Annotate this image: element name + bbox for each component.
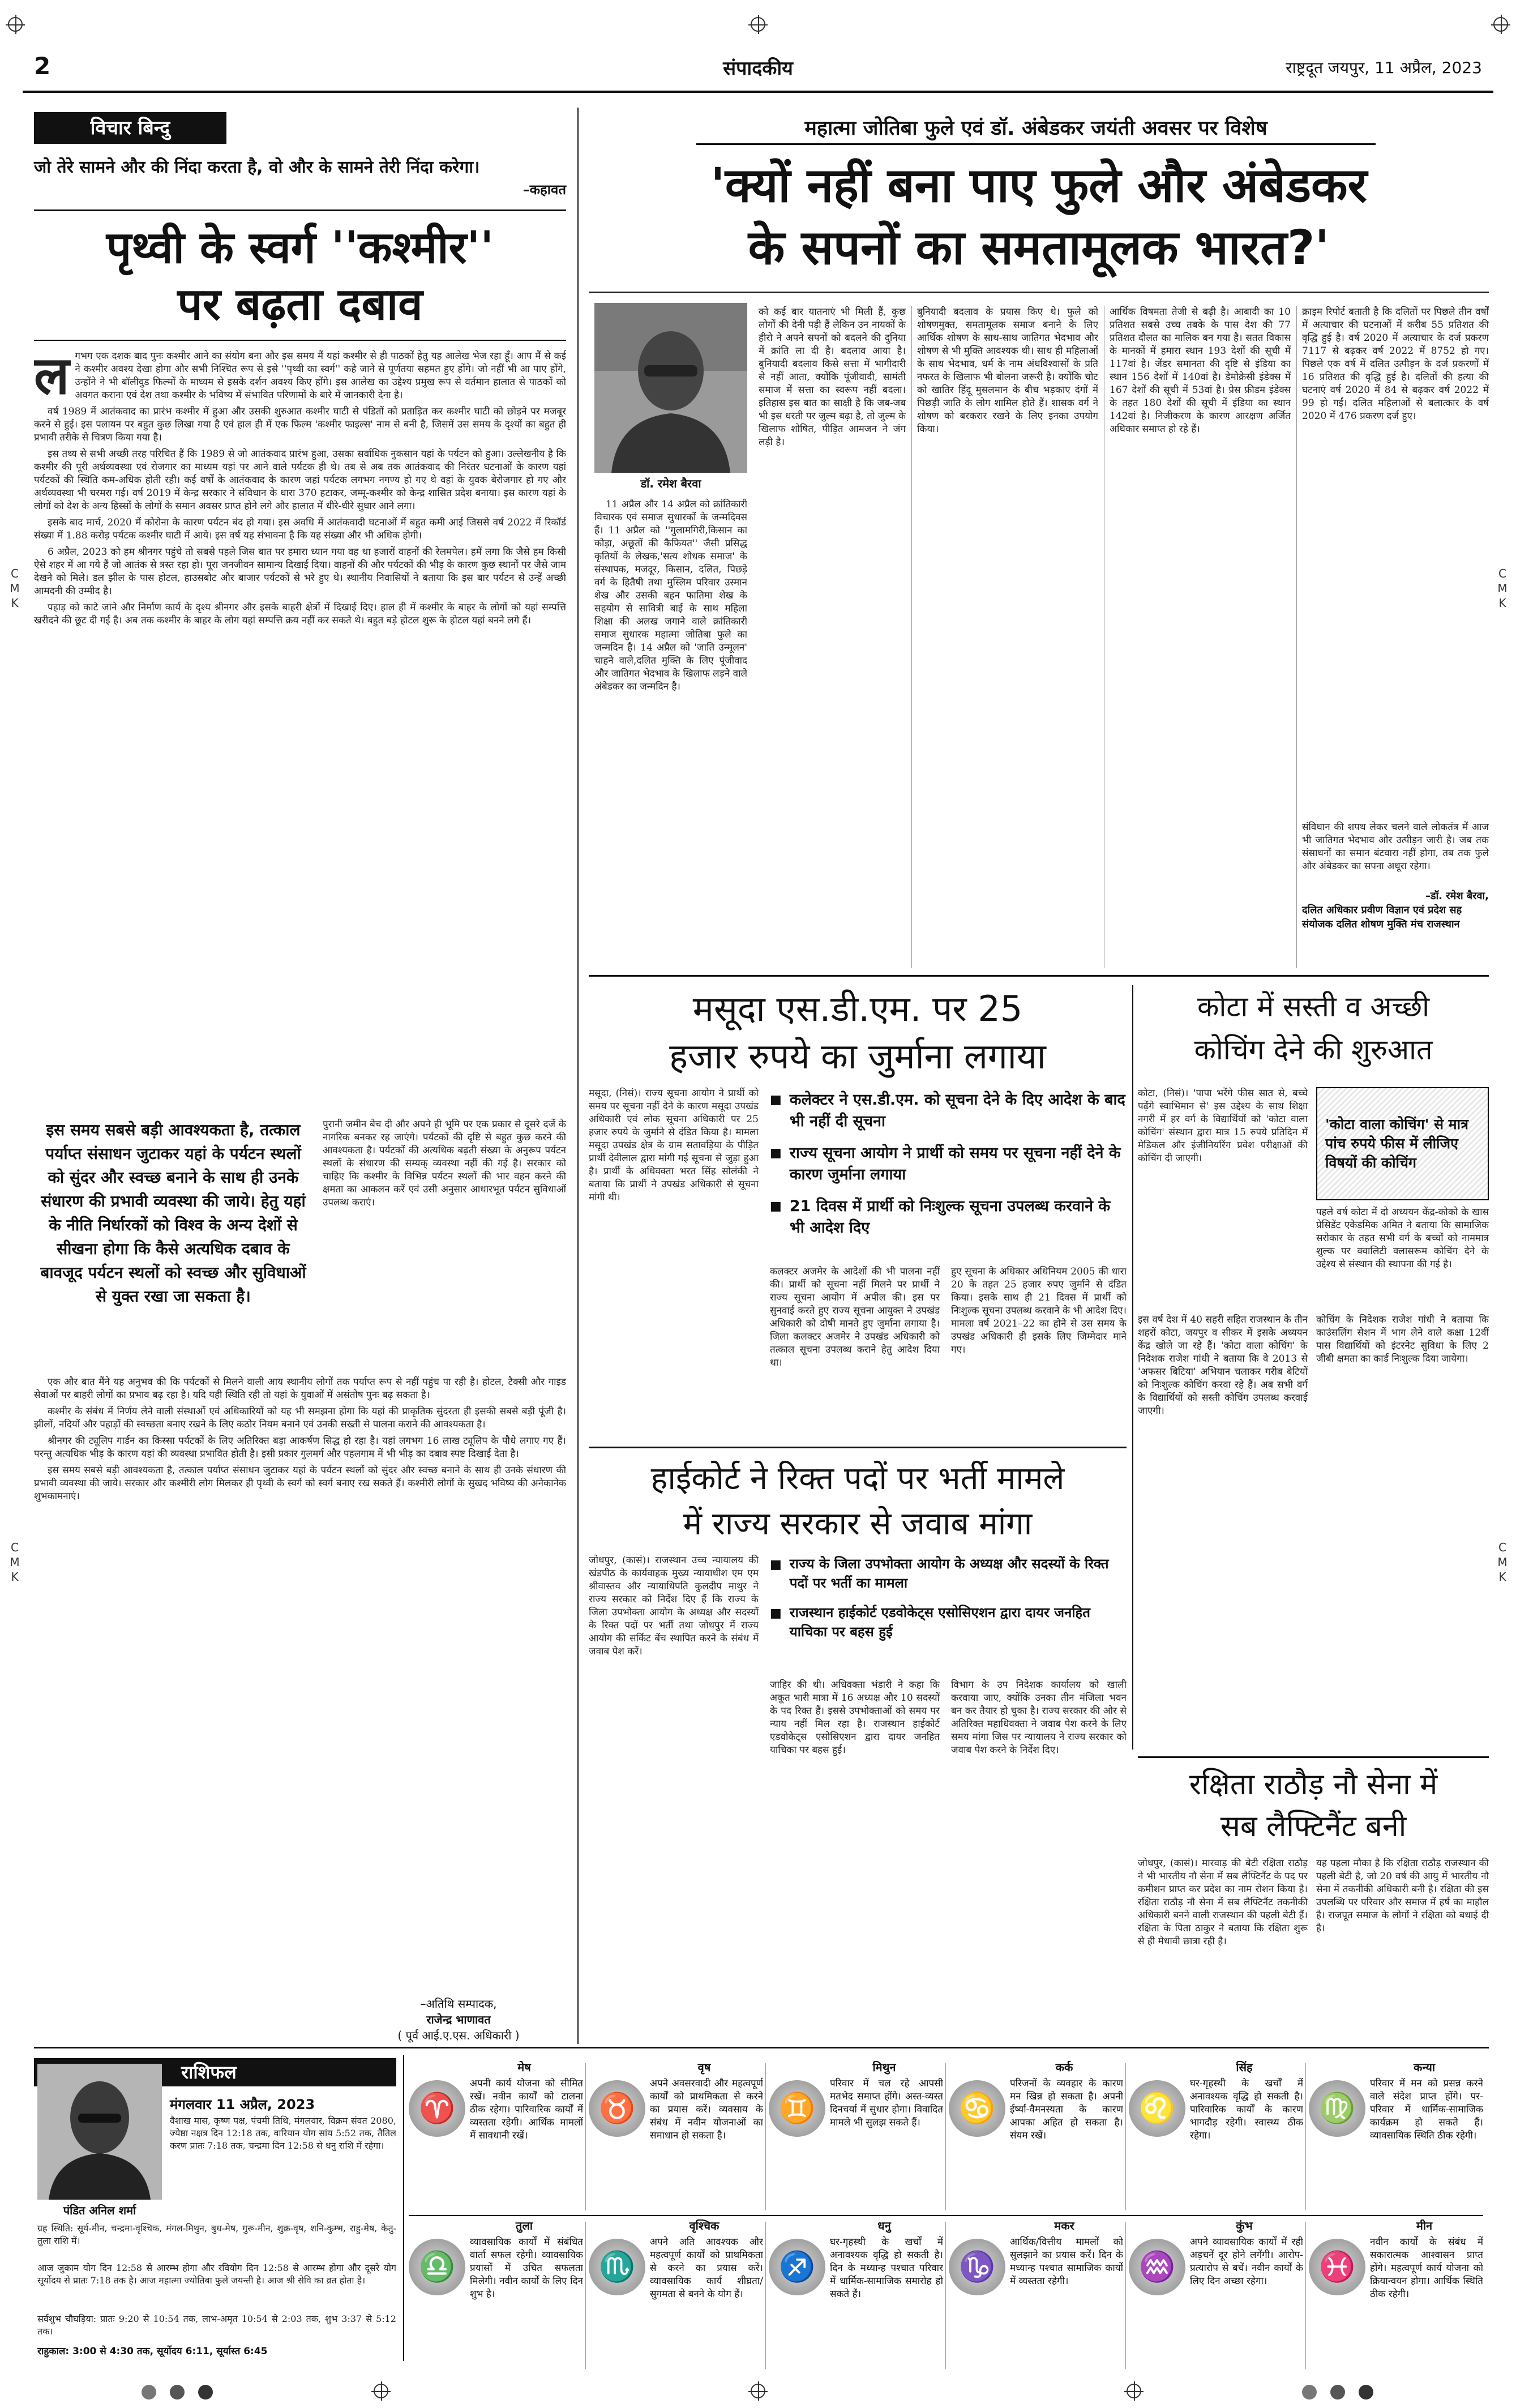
zodiac-sign-name: धनु [877,2219,891,2232]
kota-body-3-text: पहले वर्ष कोटा में दो अध्ययन केंद्र-कोको के खास प्रेसिडेंट एकेडमिक अमित ने बताया कि सामाजिक सरोकार के तहत सभी वर्ग के बच्चों को नाममात्र शुल्क पर क्वालिटी क्लासरूम कोचिंग देने के उद्देश्य से संस्थान की स्थापना की गई है। [1316,1207,1489,1270]
rashifal-grah-text: ग्रह स्थिति: सूर्य-मीन, चन्द्रमा-वृश्चिक, मंगल-मिथुन, बुध-मेष, गुरू-मीन, शुक्र-वृष, शनि-कुम्भ, राहु-मेष, केतु-तुला राशि में। [37,2223,396,2246]
kota-body-3 [1316,1206,1489,1308]
highcourt-body-2-text: जाहिर की थी। अधिवक्ता भंडारी ने कहा कि अकूत भारी मात्रा में 16 अध्यक्ष और 10 सदस्यों के पद रिक्त हैं। इससे उपभोक्ताओं को समय पर न्याय नहीं मिल रहा है। राजस्थान हाईकोर्ट एडवोकेट्स एसोसिएशन द्वारा दायर जनहित याचिका पर बहस हुई। [770,1679,940,1756]
zodiac-sign-icon: ♊ [769,2080,825,2137]
kashmir-title-line2: पर बढ़ता दबाव [177,279,423,330]
phule-col-4-text: आर्थिक विषमता तेजी से बढ़ी है। आबादी का 10 प्रतिशत सबसे उच्च तबके के पास देश की 77 प्रतिशत दौलत का मालिक बन गया है। सतत विकास के मानकों में हमारा स्थान 193 देशों की सूची में 117वां है। जेंडर समानता की दृष्टि से इंडिया का स्थान 156 देशों में 140वां है। डेमोक्रेसी इंडेक्स में 167 देशों की सूची में 53वां है। प्रेस फ्रीडम इंडेक्स के तहत 180 देशों की सूची में इंडिया का स्थान 142वां है। निजीकरण के कारण आरक्षण अर्जित अधिकार समाप्त हो रहे हैं। [1110,306,1291,435]
color-dot [142,2385,156,2400]
phule-col-divider-3 [1296,306,1297,968]
rashifal-top-rule [34,2047,1489,2048]
rashifal-panchang [170,2115,396,2222]
cmk-mark-right-bottom: C M K [1497,1541,1508,1584]
zodiac-sign-text: परिवार में मन को प्रसन्न करने वाले संदेश प्राप्त होंगे। पर-परिवार में धार्मिक-सामाजिक कार्यक्रम हो सकते हैं। व्यावसायिक स्थिति ठीक रहेगी। [1370,2078,1483,2141]
zodiac-cell [949,2061,1123,2214]
cmk-mark-right-top: C M K [1497,567,1508,610]
zodiac-sign-text: परिवार में चल रहे आपसी मतभेद समाप्त होंगे। अस्त-व्यस्त दिनचर्या में सुधार होगा। विवादित मामले भी सुलझ सकते हैं। [830,2078,943,2128]
author-photo [594,303,747,473]
zodiac-sign-name: वृश्चिक [689,2219,720,2232]
phule-col-2-text: को कई बार यातनाएं भी मिली हैं, कुछ लोगों की देनी पड़ी हैं लेकिन उन नायकों के हीरो ने अपने सपनों को बदलने की दुनिया में क्रांति ला दी है। बदलाव आया है। बुनियादी बदलाव किसे सत्ता में भागीदारी से नहीं आता, क्योंकि पूंजीवादी, सामंती समाज में सत्ता का स्वरूप नहीं बदला। इतिहास इस बात का साक्षी है कि जब-जब भी इस धरती पर जुल्म बढ़ा है, तो जुल्म के खिलाफ शोषित, पीड़ित आमजन ने जंग लड़ी है। [759,306,906,448]
kota-body-1 [1138,1087,1308,1308]
phule-col-6 [1302,821,1489,883]
kashmir-pull-quote: इस समय सबसे बड़ी आवश्यकता है, तत्काल पर्याप्त संसाधन जुटाकर यहां के पर्यटन स्थलों को सुंदर और स्वच्छ बनाने के साथ ही उनके संधारण की प्रभावी व्यवस्था की जाये। हेतु यहां के नीति निर्धारकों को विश्व के अन्य देशों से सीखना होगा कि कैसे अत्यधिक दबाव के बावजूद पर्यटन स्थलों को स्वच्छ और सुविधाओं से युक्त रखा जा सकता है। [40,1120,306,1306]
zodiac-divider [765,2063,766,2210]
kashmir-title-line1: पृथ्वी के स्वर्ग ''कश्मीर'' [106,223,494,273]
registration-cross-top-right [1493,17,1508,32]
kashmir-para-7: पुरानी जमीन बेच दी और अपने ही भूमि पर एक प्रकार से दूसरे दर्जे के नागरिक बनकर रह जाएंगे। पर्यटकों की दृष्टि से बहुत कुछ करने की आवश्यकता है। पर्यटकों की अत्यधिक बढ़ती संख्या के अनुरूप पर्यटन स्थलों के संधारण की सम्यक् व्यवस्था नहीं की गई है। सरकार को चाहिए कि कश्मीर के विभिन्न पर्यटन स्थलों की भार वहन करने की क्षमता का आकलन करें एवं उसी अनुसार आधारभूत पर्यटन सुविधाओं उपलब्ध कराएं। [323,1119,566,1208]
zodiac-sign-icon: ♌ [1129,2080,1185,2137]
zodiac-cell [1129,2061,1303,2214]
phule-bottom-rule [589,975,1489,977]
kota-sidebox [1316,1087,1489,1200]
phule-author-name: –डॉ. रमेश बैरवा, [1425,890,1489,902]
zodiac-divider [945,2063,946,2210]
rakshita-body-2 [1316,1857,1489,2038]
kashmir-author [351,1996,566,2043]
masooda-bullet-2: ■ राज्य सूचना आयोग ने प्रार्थी को समय पर सूचना नहीं देने के कारण जुर्माना लगाया [770,1143,1127,1186]
kashmir-para-4: इसके बाद मार्च, 2020 में कोरोना के कारण पर्यटन बंद हो गया। इस अवधि में आतंकवादी घटनाओं में बहुत कमी आई जिससे वर्ष 2022 में रिकॉर्ड संख्या में 1.88 करोड़ पर्यटक कश्मीर घाटी में आये। इस वर्ष यह संभावना है कि यह संख्या और भी अधिक होगी। [34,517,566,541]
rakshita-body-2-text: यह पहला मौका है कि रक्षिता राठौड़ राजस्थान की पहली बेटी है, जो 20 वर्ष की आयु में भारतीय नौ सेना में तकनीकी अधिकारी बनी है। रक्षिता की इस उपलब्धि पर परिवार और समाज में हर्ष का माहौल है। राजपूत समाज के लोगों ने रक्षिता को बधाई दी है। [1316,1858,1489,1934]
zodiac-cell [769,2061,943,2214]
kashmir-para-3: इस तथ्य से सभी अच्छी तरह परिचित हैं कि 1989 से जो आतंकवाद प्रारंभ हुआ, उसका सर्वाधिक नुकसान यहां के पर्यटन को हुआ। उल्लेखनीय है कि कश्मीर की पूरी अर्थव्यवस्था एवं रोजगार का माध्यम यहां पर आने वाले पर्यटक ही थे। तब से अब तक आतंकवाद की निरंतर घटनाओं के कारण यहां पर्यटकों की स्थिति कम-अधिक होती रही। कई वर्षों के आतंकवाद के कारण जहां पर्यटक लगभग नगण्य हो गए थे वहां के युवक बेरोजगार हो गए और अर्थव्यवस्था भी चरमरा गई। वर्ष 2019 में केन्द्र सरकार ने संविधान के धारा 370 हटाकर, जम्मू-कश्मीर को केन्द्र शासित प्रदेश बनाया। इस कारण यहां के लोगों को देश के अन्य हिस्सों के लोगों के समान अवसर प्राप्त होने लगे और हालात में धीरे-धीरे सुधार आने लगा। [34,448,566,512]
rakshita-title-line1: रक्षिता राठौड़ नौ सेना में [1189,1768,1438,1802]
rashifal-date: मंगलवार 11 अप्रैल, 2023 [170,2097,315,2112]
kota-sidebox-text: 'कोटा वाला कोचिंग' से मात्र पांच रुपये फीस में लीजिए विषयों की कोचिंग [1325,1116,1468,1171]
rashifal-chowghadiya-text: सर्वशुभ चौघड़िया: प्रातः 9:20 से 10:54 तक, लाभ-अमृत 10:54 से 2:03 तक, शुभ 3:37 से 5:12 तक। [37,2313,396,2337]
zodiac-sign-name: कन्या [1413,2061,1436,2074]
zodiac-cell [409,2219,583,2372]
rashifal-grah [37,2222,396,2262]
registration-cross-top-center [751,17,765,32]
masooda-bullet-1: ■ कलेक्टर ने एस.डी.एम. को सूचना देने के दिए आदेश के बाद भी नहीं दी सूचना [770,1089,1127,1132]
astrologer-name: पंडित अनिल शर्मा [63,2204,136,2217]
zodiac-sign-name: कुंभ [1236,2219,1253,2232]
zodiac-sign-text: नवीन कार्यों के संबंध में सकारात्मक आश्वासन प्राप्त होंगे। महत्वपूर्ण कार्य योजना को क्रियान्वयन होगा। आर्थिक स्थिति ठीक रहेगी। [1370,2236,1483,2300]
vichar-attribution: –कहावत [523,182,566,198]
phule-title-line1: 'क्यों नहीं बना पाए फुले और अंबेडकर [710,157,1367,213]
masooda-body-1-text: मसूदा, (निसं)। राज्य सूचना आयोग ने प्रार्थी को समय पर सूचना नहीं देने के कारण मसूदा उपखंड अधिकारी एवं लोक सूचना अधिकारी पर 25 हजार रुपये के जुर्माने से दंडित किया है। मामला मसूदा उपखंड क्षेत्र के ग्राम सतावड़िया के पीड़ित प्रार्थी देवीलाल द्वारा मांगी गई सूचना से जुड़ा हुआ है। प्रार्थी के अधिवक्ता भरत सिंह सोलंकी ने बताया कि प्रार्थी ने उपखंड अधिकारी से सूचना मांगी थी। [589,1088,759,1203]
color-dot [1302,2385,1317,2400]
kota-title-line2: कोचिंग देने की शुरुआत [1194,1033,1433,1066]
zodiac-divider [765,2222,766,2369]
kashmir-para-6: पहाड़ को काटे जाने और निर्माण कार्य के दृश्य श्रीनगर और इसके बाहरी क्षेत्रों में दिखाई दिए। हाल ही में कश्मीर के बाहर के लोगों को यहां सम्पत्ति खरीदने की छूट दी गई है। अब तक कश्मीर के बाहर के लोग यहां सम्पत्ति क्रय नहीं कर सकते थे। बहुत बड़े होटल शुरू के होटल यहां बनने लगे हैं। [34,602,566,626]
zodiac-cell [769,2219,943,2372]
author-portrait-icon [594,303,747,473]
highcourt-bullet-2: ■ राजस्थान हाईकोर्ट एडवोकेट्स एसोसिएशन द्वारा दायर जनहित याचिका पर बहस हुई [770,1603,1127,1641]
highcourt-body-3 [951,1679,1127,2038]
vichar-label: विचार बिन्दु [34,112,226,144]
zodiac-sign-name: मीन [1416,2219,1433,2232]
kashmir-author-post: ( पूर्व आई.ए.एस. अधिकारी ) [397,2029,520,2042]
zodiac-cell [949,2219,1123,2372]
zodiac-divider [945,2222,946,2369]
kota-body-4 [1316,1314,1489,1750]
kota-body-1-text: कोटा, (निसं)। 'पापा भरेंगे फीस सात से, बच्चे पढ़ेंगे स्वाभिमान से' इस उद्देश्य के साथ शिक्षा नगरी में हर वर्ग के विद्यार्थियों को 'कोटा वाला कोचिंग' संस्थान द्वारा मात्र 15 रुपये प्रतिदिन में मेडिकल और इंजीनियरिंग प्रवेश परीक्षाओं की कोचिंग दी जाएगी। [1138,1088,1308,1164]
highcourt-title [589,1456,1127,1547]
kashmir-title [34,220,566,333]
masooda-title-line2: हजार रुपये का जुर्माना लगाया [669,1036,1046,1077]
rakshita-title [1138,1764,1489,1847]
zodiac-sign-icon: ♏ [589,2239,645,2295]
kashmir-para-1: गभग एक दशक बाद पुनः कश्मीर आने का संयोग बना और इस समय मैं यहां कश्मीर से ही पाठकों हेतु यह आलेख भेज रहा हूँ। आप मैं से कई ने कश्मीर अवश्य देखा होगा और सभी निश्चित रूप से इसे ''पृथ्वी का स्वर्ग'' कहे जाने से पूर्णतया सहमत हुए होंगे। जो नहीं भी आ पाए होंगे, उन्होंने ने भी बॉलीवुड फिल्मों के माध्यम से इसके दर्शन अवश्य किए होंगे। इस आलेख का उद्देश्य प्रमुख रूप से वर्तमान हालात से पाठकों को अवगत कराना एवं देश तथा कश्मीर के भविष्य में संभावित परिणामों के बारे में जानकारी देना है। [75,350,566,401]
zodiac-sign-text: परिजनों के व्यवहार के कारण मन खिन्न हो सकता है। अपनी ईर्ष्या-वैमनस्यता के कारण आपका अहित हो सकता है। संयम रखें। [1010,2078,1123,2141]
rakshita-top-rule [1138,1756,1489,1758]
zodiac-sign-name: तुला [515,2219,533,2232]
zodiac-sign-text: अपने व्यावसायिक कार्यों में रही अड़चनें दूर होने लगेंगी। आरोप-प्रत्यारोप से बचें। नवीन कार्यों के लिए दिन अच्छा रहेगा। [1190,2236,1303,2287]
highcourt-title-line1: हाईकोर्ट ने रिक्त पदों पर भर्ती मामले [650,1460,1065,1497]
registration-cross-bottom-center [751,2384,765,2398]
rashifal-rahukaal: राहुकाल: 3:00 से 4:30 तक, सूर्योदय 6:11, सूर्यास्त 6:45 [37,2346,268,2357]
masooda-body-3-text: हुए सूचना के अधिकार अधिनियम 2005 की धारा 20 के तहत 25 हजार रुपए जुर्माने से दंडित किया। इसके साथ ही 21 दिवस में प्रार्थी को निःशुल्क सूचना उपलब्ध करवाने के भी आदेश दिए। मामला वर्ष 2021–22 का होने से उस समय के उपखंड अधिकारी ही इसके लिए जिम्मेदार माने गए। [951,1266,1127,1355]
zodiac-cell [1129,2219,1303,2372]
masooda-title-line1: मसूदा एस.डी.एम. पर 25 [692,988,1023,1029]
masooda-title [589,985,1127,1080]
phule-col-4 [1110,306,1291,968]
highcourt-title-line2: में राज्य सरकार से जवाब मांगा [683,1505,1033,1542]
kota-title-line1: कोटा में सस्ती व अच्छी [1197,990,1430,1023]
author-photo-caption: डॉ. रमेश बैरवा [640,477,701,490]
kashmir-body-top [34,350,566,1109]
kashmir-author-name: राजेन्द्र भाणावत [426,2013,491,2026]
zodiac-divider [585,2222,586,2369]
zodiac-sign-icon: ♎ [409,2239,465,2295]
kashmir-para-11: इस समय सबसे बड़ी आवश्यकता है, तत्काल पर्याप्त संसाधन जुटाकर यहां के पर्यटन स्थलों को सुंदर और स्वच्छ बनाने के साथ ही उनके संधारण की प्रभावी व्यवस्था की जाये। सरकार और कश्मीरी लोग मिलकर ही पृथ्वी के स्वर्ग को स्वर्ग बनाए रख सकते हैं। कश्मीरी लोगों के सुखद भविष्य की अनेकानेक शुभकामनाएं। [34,1465,566,1502]
kota-title [1138,985,1489,1071]
zodiac-sign-icon: ♐ [769,2239,825,2295]
phule-col-3-text: बुनियादी बदलाव के प्रयास किए थे। फुले को शोषणमुक्त, समतामूलक समाज बनाने के लिए आर्थिक शोषण के साथ-साथ जातिगत भेदभाव और शोषण से भी मुक्ति आवश्यक थी। साथ ही महिलाओं के साथ भेदभाव, धर्म के नाम अंधविश्वासों के प्रति नफरत के खिलाफ भी बोलना जरूरी है। क्योंकि चोट को खातिर हिंदू मुसलमान के बीच भड़काए दंगों में पिछड़ी जाति के लोग शामिल होते हैं। शासक वर्ग ने शोषण को बरकरार रखने के लिए इनका उपयोग किया। [917,306,1098,435]
cmk-mark-left-top: C M K [10,567,20,610]
zodiac-divider [1125,2222,1126,2369]
section-name: संपादकीय [723,57,793,80]
rakshita-body-1-text: जोधपुर, (कासं)। मारवाड़ की बेटी रक्षिता राठौड़ ने भी भारतीय नौ सेना में सब लैफ्टिनैंट के पद पर कमीशन प्राप्त कर प्रदेश का नाम रोशन किया है। रक्षिता राठौड़ नौ सेना में सब लैफ्टिनैंट तकनीकी अधिकारी बनने वाली राजस्थान की पहली बेटी हैं। रक्षिता के पिता ठाकुर ने बताया कि रक्षिता शुरू से ही मेधावी छात्रा रही है। [1138,1858,1308,1947]
rashifal-chowghadiya [37,2313,396,2341]
zodiac-divider [585,2063,586,2210]
phule-author-post: दलित अधिकार प्रवीण विज्ञान एवं प्रदेश सह संयोजक दलित शोषण मुक्ति मंच राजस्थान [1302,904,1462,930]
color-dot [1359,2385,1373,2400]
masooda-bullets [770,1087,1127,1239]
color-dot [170,2385,185,2400]
highcourt-body-3-text: विभाग के उप निदेशक कार्यालय को खाली करवाया जाए, क्योंकि उनका तीन मंजिला भवन बन कर तैयार हो चुका है। राज्य सरकार की ओर से अतिरिक्त महाधिवक्ता ने जवाब पेश करने के लिए समय मांगा जिस पर न्यायालय ने राज्य सरकार को जवाब पेश करने के निर्देश दिए। [951,1679,1127,1756]
masooda-bullet-3: ■ 21 दिवस में प्रार्थी को निःशुल्क सूचना उपलब्ध करवाने के भी आदेश दिए [770,1196,1127,1239]
zodiac-sign-icon: ♓ [1309,2239,1365,2295]
kota-body-2-text: इस वर्ष देश में 40 सहरी सहित राजस्थान के तीन शहरों कोटा, जयपुर व सीकर में इसके अध्ययन केंद्र खोले जा रहे हैं। 'कोटा वाला कोचिंग' के निदेशक राजेश गांधी ने बताया कि वे 2013 से 'अफसर बिटिया' अभियान चलाकर गरीब बेटियों को निःशुल्क कोचिंग करवा रहे हैं। अब सभी वर्ग के विद्यार्थियों को सस्ती कोचिंग उपलब्ध करवाई जाएगी। [1138,1314,1308,1417]
zodiac-cell [1309,2061,1483,2214]
phule-col-1 [594,498,747,968]
zodiac-divider [1305,2063,1306,2210]
zodiac-cell [589,2061,763,2214]
highcourt-bullets [770,1554,1127,1641]
zodiac-sign-icon: ♉ [589,2080,645,2137]
vichar-rule [34,209,566,211]
rakshita-title-line2: सब लैफ्टिनैंट बनी [1220,1810,1407,1844]
kashmir-author-role: –अतिथि सम्पादक, [420,1997,497,2011]
color-dot [198,2385,213,2400]
rakshita-body-1 [1138,1857,1308,2038]
zodiac-sign-icon: ♑ [949,2239,1005,2295]
kashmir-para-8: एक और बात मैंने यह अनुभव की कि पर्यटकों से मिलने वाली आय स्थानीय लोगों तक पर्याप्त रूप से नहीं पहुंच पा रही है। होटल, टैक्सी और गाइड सेवाओं पर बाहरी लोगों का प्रभाव बढ़ रहा है। यदि यही स्थिति रही तो यहां के युवाओं में असंतोष पुनः बढ़ सकता है। [34,1376,566,1401]
left-column-divider [577,108,579,2044]
phule-col-5-text: क्राइम रिपोर्ट बताती है कि दलितों पर पिछले तीन वर्षों में अत्याचार की घटनाओं में करीब 55 प्रतिशत की वृद्धि हुई है। वर्ष 2020 में अत्याचार के दर्ज प्रकरण 7117 से बढ़कर वर्ष 2022 में 8752 हो गए। पिछले एक वर्ष में दलित उत्पीड़न के दर्ज प्रकरणों में 16 प्रतिशत की वृद्धि हुई है। दलितों की हत्या की घटनाएं वर्ष 2020 में 84 से बढ़कर वर्ष 2022 में 99 हो गईं। दलित महिलाओं से बलात्कार के वर्ष 2020 में 476 प्रकरण दर्ज हुए। [1302,306,1489,422]
phule-author [1302,889,1489,931]
phule-title-line2: के सपनों का समतामूलक भारत?' [748,220,1330,275]
highcourt-bullets-box [770,1554,1127,1673]
astrologer-portrait-icon [37,2064,162,2200]
phule-title [589,154,1489,279]
registration-cross-top-left [8,17,23,32]
kashmir-para-2: वर्ष 1989 में आतंकवाद का प्रारंभ कश्मीर में हुआ और उसकी शुरुआत कश्मीर घाटी से पंडितों को प्रताड़ित कर कश्मीर घाटी को छोड़ने पर मजबूर करने से हुई। इस पलायन पर बहुत कुछ लिखा गया है एवं हाल ही में एक फिल्म 'कश्मीर फाइल्स' नाम से बनी है, जिसमें उस समय के दृश्यों का बहुत ही प्रभावी तरीके से चित्रण किया गया है। [34,406,566,443]
phule-kicker: महात्मा जोतिबा फुले एवं डॉ. अंबेडकर जयंती अवसर पर विशेष [696,112,1376,145]
zodiac-sign-icon: ♈ [409,2080,465,2137]
highcourt-body-1-text: जोधपुर, (कासं)। राजस्थान उच्च न्यायालय की खंडपीठ के कार्यवाहक मुख्य न्यायाधीश एम एम श्रीवास्तव और न्यायाधिपति कुलदीप माथुर ने राज्य सरकार को निर्देश दिए हैं कि राज्य के जिला उपभोक्ता आयोग के अध्यक्ष और सदस्यों के रिक्त पदों पर भर्ती तथा जोधपुर में राज्य आयोग की सर्किट बेंच स्थापित करने के संबंध में जवाब पेश करें। [589,1555,759,1657]
registration-cross-bottom-right [1127,2384,1141,2398]
masooda-body-3 [951,1265,1127,1438]
cmk-mark-left-bottom: C M K [10,1541,20,1584]
kashmir-para-10: श्रीनगर की ट्यूलिप गार्डन का किस्सा पर्यटकों के लिए अतिरिक्त बड़ा आकर्षण सिद्ध हो रहा है। यहां लगभग 16 लाख ट्यूलिप के पौधे लगाए गए हैं। परन्तु अत्यधिक भीड़ के कारण यहां की व्यवस्था प्रभावित होती है। इसी प्रकार गुलमर्ग और पहलगाम में भी भीड़ का दबाव स्पष्ट दिखाई देता है। [34,1435,566,1460]
registration-cross-bottom-left [374,2384,388,2398]
highcourt-top-rule [589,1447,1127,1448]
kota-body-2 [1138,1314,1308,1750]
zodiac-sign-icon: ♋ [949,2080,1005,2137]
zodiac-sign-text: अपने अति आवश्यक और महत्वपूर्ण कार्यों को प्राथमिकता से करने का प्रयास करें। व्यावसायिक कार्य शीघ्रता/सुगमता से बनने के योग हैं। [650,2236,763,2300]
kashmir-para-9: कश्मीर के संबंध में निर्णय लेने वाली संस्थाओं एवं अधिकारियों को यह भी समझना होगा कि यहां की प्राकृतिक सुंदरता ही इसकी सबसे बड़ी पूंजी है। झीलों, नदियों और पहाड़ों की स्वच्छता बनाए रखने के लिए कठोर नियम बनाने एवं उनकी सख्ती से पालना कराने की आवश्यकता है। [34,1406,566,1430]
zodiac-sign-name: मिथुन [872,2061,896,2074]
zodiac-divider [1125,2063,1126,2210]
kashmir-body-bottom [34,1376,566,1987]
zodiac-sign-text: आर्थिक/वित्तीय मामलों को सुलझाने का प्रयास करें। दिन के मध्यान्ह पश्चात सामाजिक कार्यों में व्यस्तता रहेगी। [1010,2236,1123,2287]
zodiac-cell [589,2219,763,2372]
rashifal-left-divider [403,2055,404,2361]
phule-col-5 [1302,306,1489,815]
zodiac-sign-icon: ♒ [1129,2239,1185,2295]
rashifal-timing-text: आज जुकाम योग दिन 12:58 से आरम्भ होगा और रवियोग दिन 12:58 से आरम्भ होगा और दूसरे योग सूर्योदय से प्रातः 7:18 तक है। आज महात्मा ज्योतिबा फुले जयन्ती है। आज श्री सेवि का व्रत होता है। [37,2262,396,2286]
zodiac-sign-name: कर्क [1055,2061,1073,2074]
zodiac-cell [1309,2219,1483,2372]
zodiac-sign-icon: ♍ [1309,2080,1365,2137]
kashmir-title-rule [34,340,566,341]
phule-col-2 [759,306,906,968]
rashifal-timing [37,2262,396,2313]
zodiac-sign-text: घर-गृहस्थी के खर्चों में अनावश्यक वृद्धि हो सकती है। पारिवारिक कार्यों के कारण भागदौड़ रहेगी। स्वास्थ्य ठीक रहेगा। [1190,2078,1303,2141]
masooda-body-1 [589,1087,759,1438]
masooda-kota-divider [1132,985,1133,1750]
rashifal-label: राशिफल [34,2058,396,2086]
zodiac-sign-text: व्यावसायिक कार्यों में संबंधित वार्ता सफल रहेगी। व्यावसायिक प्रयासों में उचित सफलता मिलेगी। नवीन कार्यों के लिए दिन शुभ है। [470,2236,583,2300]
astrologer-photo [37,2064,162,2200]
zodiac-sign-text: अपनी कार्य योजना को सीमित रखें। नवीन कार्यों को टालना ठीक रहेगा। पारिवारिक कार्यों में व्यस्तता रहेगी। आर्थिक मामलों में सावधानी रखें। [470,2078,583,2141]
vichar-quote: जो तेरे सामने और की निंदा करता है, वो और के सामने तेरी निंदा करेगा। [34,157,480,177]
zodiac-row-divider [409,2215,1483,2216]
paper-date: राष्ट्रदूत जयपुर, 11 अप्रैल, 2023 [1286,58,1482,77]
zodiac-divider [1305,2222,1306,2369]
zodiac-sign-text: अपने अवसरवादी और महत्वपूर्ण कार्यों को प्राथमिकता से करने का प्रयास करें। व्यवसाय के संबंध में नवीन योजनाओं का समाधान हो सकता है। [650,2078,763,2141]
header-rule [23,91,1493,93]
zodiac-sign-text: घर-गृहस्थी के खर्चों में अनावश्यक वृद्धि हो सकती है। दिन के मध्यान्ह पश्चात परिवार में धार्मिक-सामाजिक समारोह हो सकते हैं। [830,2236,943,2300]
kota-body-4-text: कोचिंग के निदेशक राजेश गांधी ने बताया कि काउंसलिंग सेशन में भाग लेने वाले कक्षा 12वीं पास विद्यार्थियों को इंटरनेट सुविधा के लिए 2 जीबी क्षमता का कार्ड निःशुल्क दिया जायेगा। [1316,1314,1489,1365]
masooda-body-2-text: कलक्टर अजमेर के आदेशों की भी पालना नहीं की। प्रार्थी को सूचना नहीं मिलने पर प्रार्थी ने राज्य सूचना आयोग में अपील की। इस पर सुनवाई करते हुए राज्य सूचना आयुक्त ने उपखंड अधिकारी को दोषी मानते हुए जुर्माना लगाया है। जिला कलक्टर अजमेर ने उपखंड अधिकारी को तत्काल सूचना उपलब्ध कराने हेतु आदेश दिया था। [770,1266,940,1368]
kashmir-para-5: 6 अप्रैल, 2023 को हम श्रीनगर पहुंचे तो सबसे पहले जिस बात पर हमारा ध्यान गया वह था हजारों वाहनों की रेलमपेल। हमें लगा कि जैसे हम किसी ऐसे शहर में आ गये हैं जो आतंक से त्रस्त रहा हो। पूरा जनजीवन सामान्य दिखाई दिया। वाहनों की और पर्यटकों की भीड़ के कारण कुछ स्थानों पर जैसे जाम देखने को मिले। डल झील के पास होटल, हाउसबोट और बाजार पर्यटकों से भरे हुए थे। स्थानीय निवासियों ने बताया कि इस बार पर्यटन से उन्हें अच्छी आमदनी की उम्मीद है। [34,546,566,597]
highcourt-bullet-1: ■ राज्य के जिला उपभोक्ता आयोग के अध्यक्ष और सदस्यों के रिक्त पदों पर भर्ती का मामला [770,1554,1127,1593]
zodiac-sign-name: मेष [517,2061,531,2074]
highcourt-body-2 [770,1679,940,2038]
phule-col-1-text: 11 अप्रैल और 14 अप्रैल को क्रांतिकारी विचारक एवं समाज सुधारकों के जन्मदिवस हैं। 11 अप्रैल को ''गुलामगिरी,किसान का कोड़ा, अछूतों की कैफियत'' जैसी प्रसिद्ध कृतियों के लेखक,'सत्य शोधक समाज' के संस्थापक, मजदूर, किसान, दलित, पिछड़े वर्ग के हितैषी तथा मुस्लिम परिवार उस्मान शेख और उसकी बहन फातिमा शेख के सहयोग से सावित्री बाई के साथ महिला शिक्षा की अलख जगाने वाले क्रांतिकारी समाज सुधारक महात्मा जोतिबा फुले का जन्मदिन है। 14 अप्रैल को 'जाति उन्मूलन' चाहने वाले,दलित मुक्ति के लिए पूंजीवाद और जातिगत भेदभाव के खिलाफ लड़ने वाले अंबेडकर का जन्मदिन है। [594,499,747,692]
phule-col-3 [917,306,1098,968]
highcourt-body-1 [589,1554,759,2038]
page-number: 2 [34,52,51,80]
zodiac-cell [409,2061,583,2214]
phule-col-6-text: संविधान की शपथ लेकर चलने वाले लोकतंत्र में आज भी जातिगत भेदभाव और उत्पीड़न जारी है। जब तक संसाधनों का समान बंटवारा नहीं होगा, तब तक फुले और अंबेडकर का सपना अधूरा रहेगा। [1302,822,1489,872]
kashmir-drop-cap: ल [34,350,70,406]
masooda-body-2 [770,1265,940,1438]
phule-col-divider-1 [911,306,912,968]
zodiac-sign-name: मकर [1054,2219,1074,2232]
zodiac-sign-name: वृष [697,2061,711,2074]
zodiac-sign-name: सिंह [1236,2061,1253,2074]
phule-title-rule [589,292,1489,293]
color-dot [1330,2385,1345,2400]
kashmir-body-side [323,1118,566,1367]
page-header [23,49,1493,87]
rashifal-panchang-text: वैशाख मास, कृष्ण पक्ष, पंचमी तिथि, मंगलवार, विक्रम संवत 2080, ज्येष्ठा नक्षत्र दिन 12:18 तक, वारियान योग सांय 5:52 तक, तैतिल करण प्रातः 7:18 तक, चन्द्रमा दिन 12:58 से धनु राशि में रहेगा। [170,2115,396,2151]
masooda-bullets-box [770,1087,1127,1257]
